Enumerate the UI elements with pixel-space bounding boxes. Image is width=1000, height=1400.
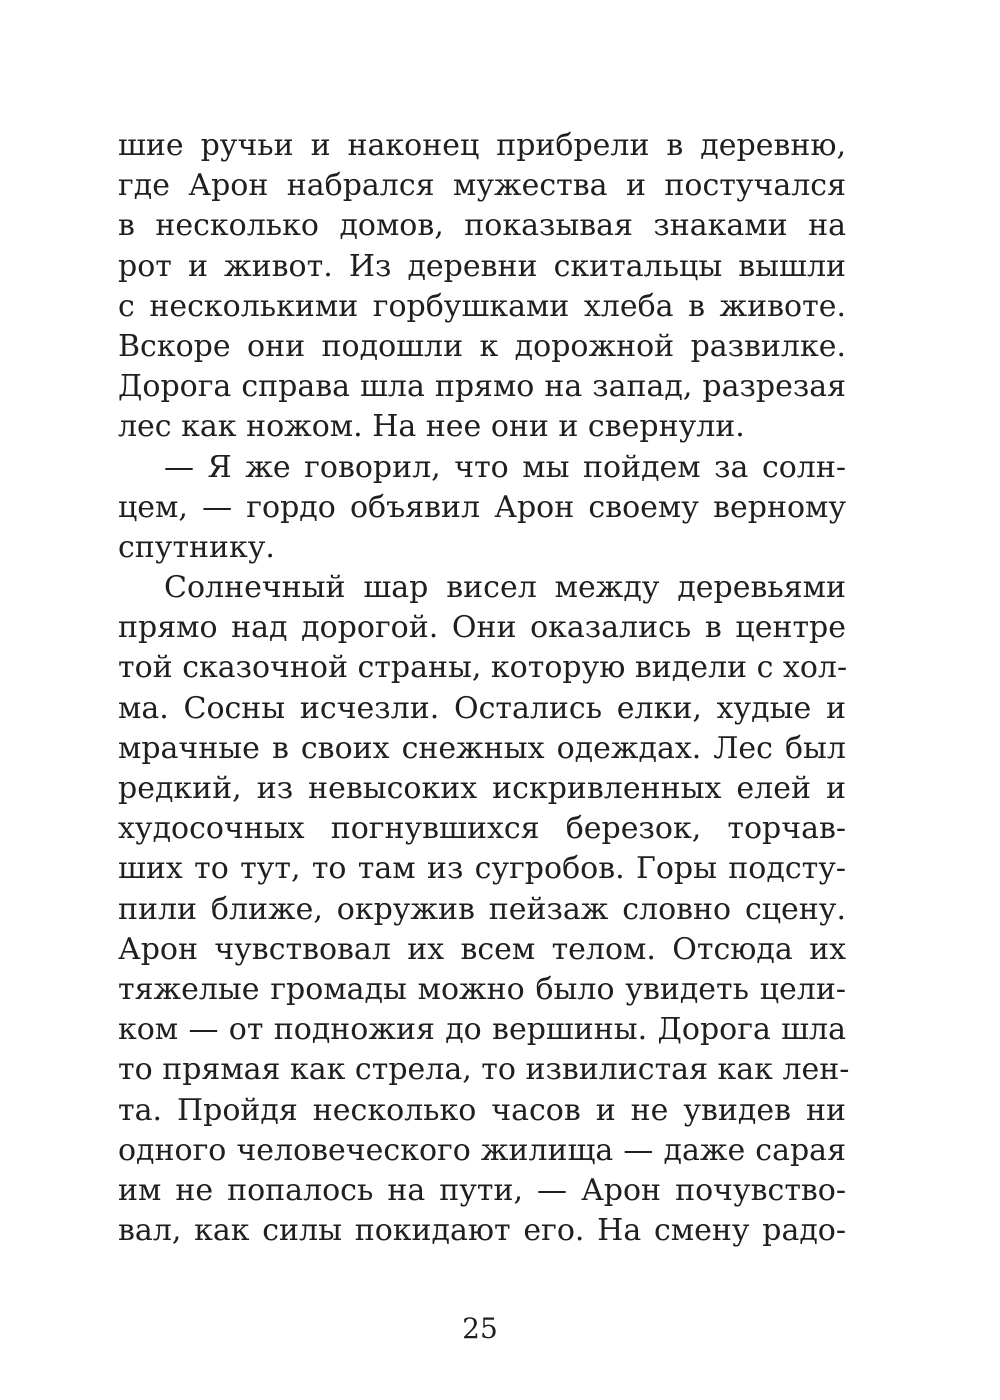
text-line: то прямая как стрела, то извилистая как лен- [118,1052,850,1088]
text-line: мрачные в своих снежных одеждах. Лес был [118,730,846,766]
page-number: 25 [462,1312,498,1345]
text-line: ших то тут, то там из сугробов. Горы подсту- [118,851,846,887]
text-line: той сказочной страны, которую видели с хол- [118,650,848,686]
text-line: с несколькими горбушками хлеба в животе. [118,288,846,324]
text-line: — Я же говорил, что мы пойдем за солн- [164,449,846,485]
text-line: худосочных погнувшихся березок, торчав- [118,811,846,847]
text-line: ма. Сосны исчезли. Остались елки, худые и [118,690,846,726]
text-line: та. Пройдя несколько часов и не увидев ни [118,1092,846,1128]
text-line: Вскоре они подошли к дорожной развилке. [118,328,846,364]
text-line: одного человеческого жилища — даже сарая [118,1132,846,1168]
text-line: пили ближе, окружив пейзаж словно сцену. [118,891,846,927]
text-line: рот и живот. Из деревни скитальцы вышли [118,248,846,284]
text-line: спутнику. [118,529,275,565]
text-line: редкий, из невысоких искривленных елей и [118,771,846,806]
text-line: цем, — гордо объявил Арон своему верному [118,489,846,525]
text-line: тяжелые громады можно было увидеть цели- [118,971,846,1007]
text-line: лес как ножом. На нее они и свернули. [118,409,745,445]
body-text [118,126,850,1251]
text-line: прямо над дорогой. Они оказались в центре [118,610,846,646]
text-line: Арон чувствовал их всем телом. Отсюда их [118,931,846,967]
text-line: в несколько домов, показывая знаками на [118,208,846,244]
text-line: Солнечный шар висел между деревьями [164,570,846,606]
text-line: где Арон набрался мужества и постучался [118,168,846,204]
text-line: ком — от подножия до вершины. Дорога шла [118,1012,846,1048]
text-line: им не попалось на пути, — Арон почувство- [118,1172,846,1208]
text-line: шие ручьи и наконец прибрели в деревню, [118,128,846,163]
text-line: вал, как силы покидают его. На смену радо- [118,1213,846,1249]
text-line: Дорога справа шла прямо на запад, разрезая [118,369,846,405]
